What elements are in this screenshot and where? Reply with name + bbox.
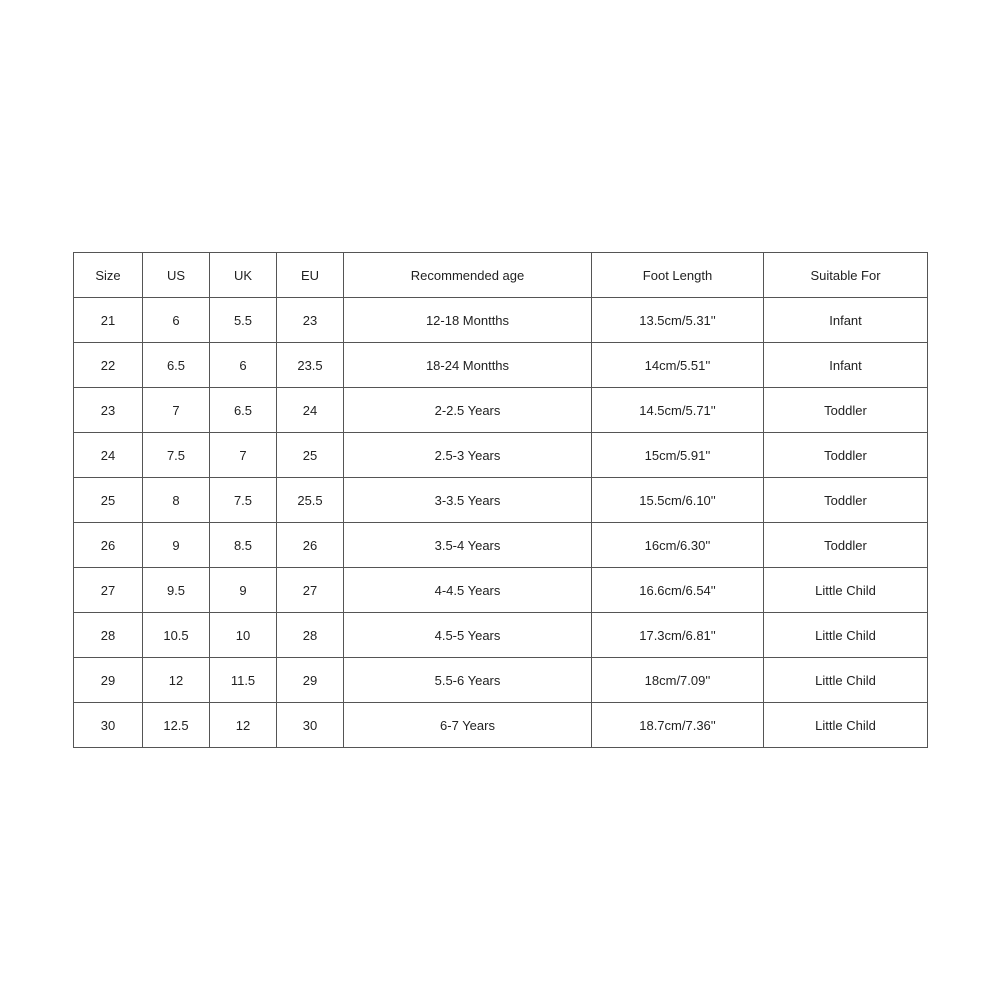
recommended-age-cell: 3-3.5 Years [344,478,592,523]
us-cell: 12 [143,658,210,703]
uk-cell: 10 [210,613,277,658]
header-us: US [143,253,210,298]
size-cell: 21 [74,298,143,343]
table-row [74,298,928,343]
header-suitable-for: Suitable For [764,253,928,298]
suitable-for-cell: Toddler [764,523,928,568]
header-size: Size [74,253,143,298]
eu-cell: 25.5 [277,478,344,523]
us-cell: 9.5 [143,568,210,613]
foot-length-cell: 14.5cm/5.71'' [592,388,764,433]
foot-length-cell: 15.5cm/6.10'' [592,478,764,523]
size-cell: 26 [74,523,143,568]
eu-cell: 28 [277,613,344,658]
us-cell: 8 [143,478,210,523]
suitable-for-cell: Little Child [764,703,928,748]
size-cell: 29 [74,658,143,703]
uk-cell: 6 [210,343,277,388]
size-cell: 25 [74,478,143,523]
uk-cell: 6.5 [210,388,277,433]
suitable-for-cell: Infant [764,298,928,343]
foot-length-cell: 14cm/5.51'' [592,343,764,388]
uk-cell: 8.5 [210,523,277,568]
recommended-age-cell: 4-4.5 Years [344,568,592,613]
suitable-for-cell: Toddler [764,433,928,478]
eu-cell: 29 [277,658,344,703]
eu-cell: 30 [277,703,344,748]
us-cell: 7 [143,388,210,433]
recommended-age-cell: 6-7 Years [344,703,592,748]
header-eu: EU [277,253,344,298]
eu-cell: 27 [277,568,344,613]
recommended-age-cell: 18-24 Montths [344,343,592,388]
foot-length-cell: 18.7cm/7.36'' [592,703,764,748]
header-uk: UK [210,253,277,298]
recommended-age-cell: 4.5-5 Years [344,613,592,658]
suitable-for-cell: Little Child [764,658,928,703]
table-row [74,478,928,523]
table-row [74,388,928,433]
table-row [74,523,928,568]
uk-cell: 9 [210,568,277,613]
eu-cell: 25 [277,433,344,478]
uk-cell: 7.5 [210,478,277,523]
foot-length-cell: 15cm/5.91'' [592,433,764,478]
recommended-age-cell: 2.5-3 Years [344,433,592,478]
header-foot-length: Foot Length [592,253,764,298]
suitable-for-cell: Infant [764,343,928,388]
suitable-for-cell: Little Child [764,613,928,658]
eu-cell: 26 [277,523,344,568]
recommended-age-cell: 3.5-4 Years [344,523,592,568]
eu-cell: 23.5 [277,343,344,388]
foot-length-cell: 16.6cm/6.54'' [592,568,764,613]
table-row [74,658,928,703]
uk-cell: 5.5 [210,298,277,343]
size-cell: 30 [74,703,143,748]
us-cell: 12.5 [143,703,210,748]
table-row [74,433,928,478]
foot-length-cell: 16cm/6.30'' [592,523,764,568]
recommended-age-cell: 12-18 Montths [344,298,592,343]
us-cell: 6.5 [143,343,210,388]
uk-cell: 7 [210,433,277,478]
recommended-age-cell: 5.5-6 Years [344,658,592,703]
us-cell: 10.5 [143,613,210,658]
table-row [74,343,928,388]
table-header-row [74,253,928,298]
eu-cell: 24 [277,388,344,433]
suitable-for-cell: Little Child [764,568,928,613]
uk-cell: 11.5 [210,658,277,703]
header-recommended-age: Recommended age [344,253,592,298]
size-cell: 22 [74,343,143,388]
foot-length-cell: 13.5cm/5.31'' [592,298,764,343]
size-chart-table [73,252,928,748]
eu-cell: 23 [277,298,344,343]
foot-length-cell: 17.3cm/6.81'' [592,613,764,658]
table-row [74,703,928,748]
table-row [74,613,928,658]
us-cell: 7.5 [143,433,210,478]
size-cell: 28 [74,613,143,658]
suitable-for-cell: Toddler [764,388,928,433]
uk-cell: 12 [210,703,277,748]
suitable-for-cell: Toddler [764,478,928,523]
size-cell: 23 [74,388,143,433]
table-row [74,568,928,613]
us-cell: 9 [143,523,210,568]
table-body [74,298,928,748]
us-cell: 6 [143,298,210,343]
foot-length-cell: 18cm/7.09'' [592,658,764,703]
size-cell: 24 [74,433,143,478]
recommended-age-cell: 2-2.5 Years [344,388,592,433]
size-cell: 27 [74,568,143,613]
